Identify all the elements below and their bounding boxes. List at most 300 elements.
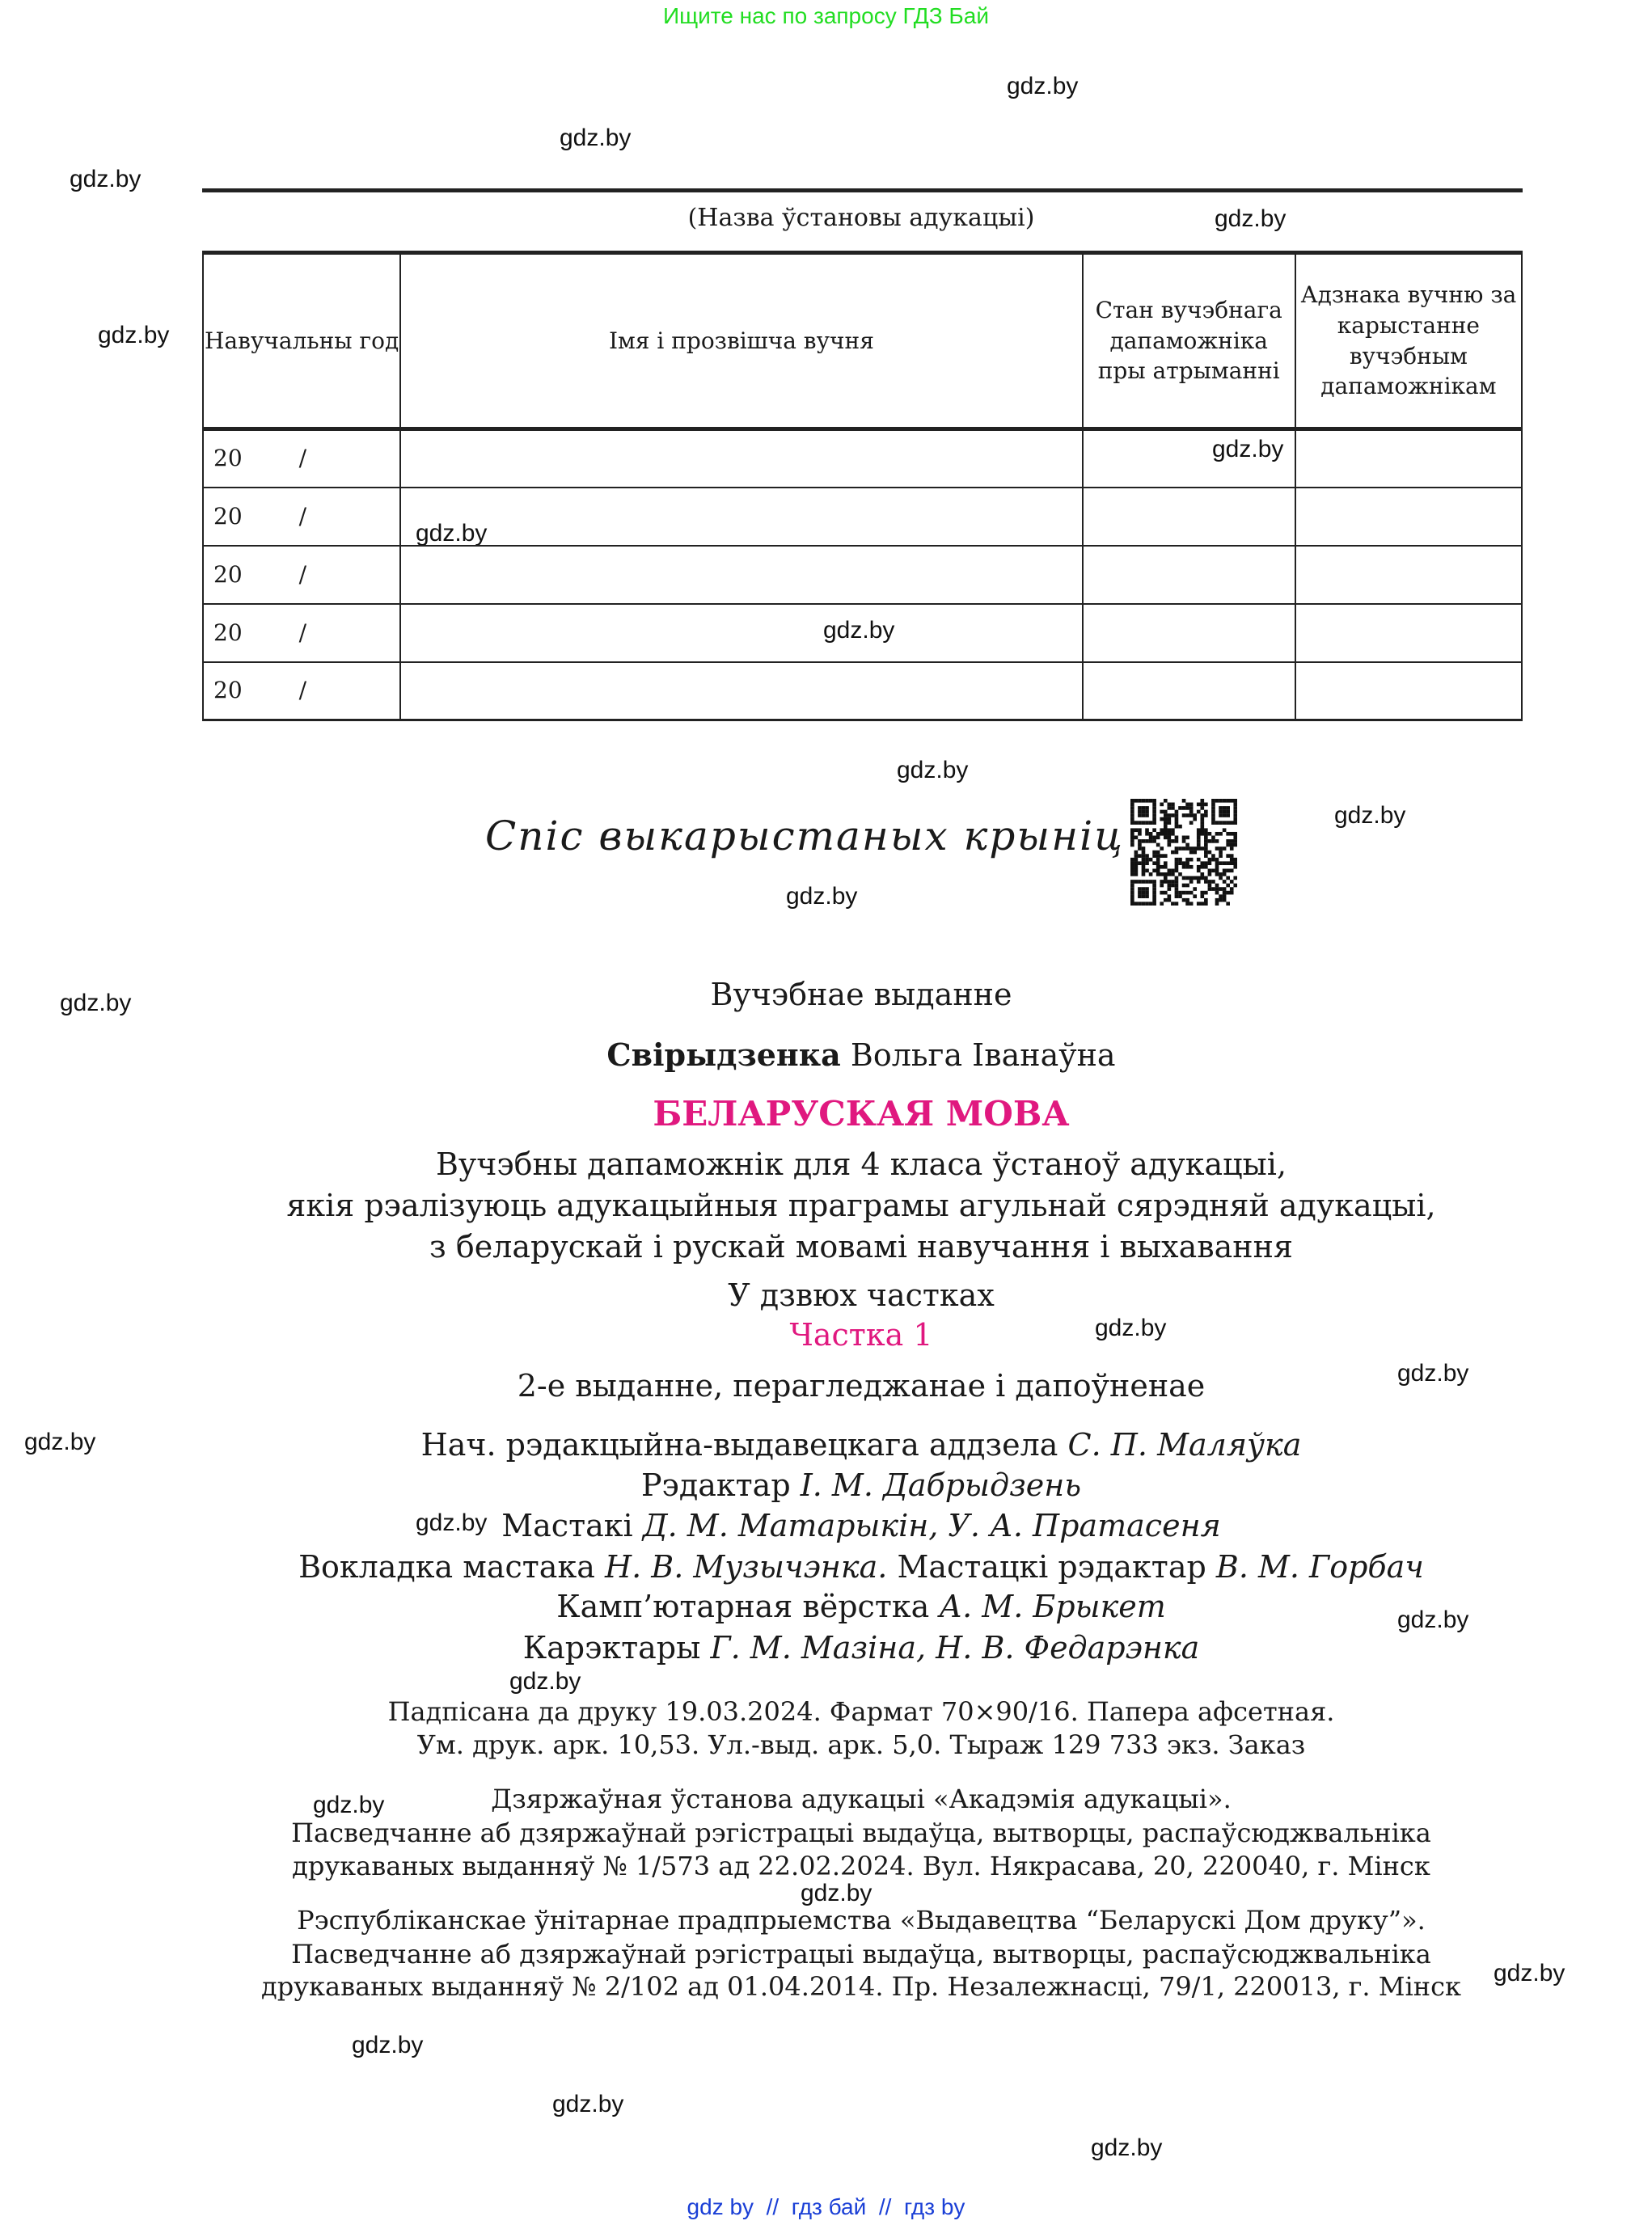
qr-module [1156, 865, 1160, 869]
qr-module [1152, 894, 1156, 898]
qr-module [1233, 817, 1237, 821]
credit-line [0, 1467, 1652, 1503]
qr-module [1138, 861, 1142, 865]
credit-names: Д. М. Матарыкін, У. А. Пратасеня [642, 1508, 1221, 1543]
qr-module [1152, 810, 1156, 814]
qr-module [1171, 806, 1175, 810]
qr-module [1149, 799, 1153, 803]
qr-module [1145, 839, 1149, 843]
qr-module [1171, 868, 1175, 872]
qr-module [1152, 799, 1156, 803]
qr-module [1211, 810, 1215, 814]
qr-module [1208, 858, 1212, 862]
qr-module [1160, 817, 1164, 821]
qr-module [1160, 832, 1164, 836]
qr-module [1215, 799, 1219, 803]
qr-module [1185, 843, 1189, 847]
qr-module [1233, 884, 1237, 888]
name-cell [400, 488, 1082, 546]
qr-module [1164, 813, 1168, 817]
year-cell [203, 488, 400, 546]
qr-module [1164, 854, 1168, 858]
year-slash: / [298, 502, 307, 530]
qr-module [1142, 891, 1146, 895]
qr-module [1152, 898, 1156, 902]
qr-module [1142, 887, 1146, 891]
qr-module [1142, 858, 1146, 862]
qr-module [1156, 868, 1160, 872]
qr-module [1130, 806, 1134, 810]
footer-link-gdz-by[interactable]: gdz by [687, 2194, 754, 2219]
qr-module [1156, 843, 1160, 847]
qr-module [1134, 828, 1139, 832]
name-cell [400, 546, 1082, 604]
qr-module [1230, 858, 1234, 862]
qr-module [1171, 880, 1175, 884]
qr-module [1138, 839, 1142, 843]
qr-module [1149, 880, 1153, 884]
credit-role: Нач. рэдакцыйна-выдавецкага аддзела [420, 1427, 1058, 1463]
qr-module [1211, 854, 1215, 858]
credit-names: Н. В. Музычэнка. [604, 1549, 888, 1585]
qr-module [1215, 832, 1219, 836]
qr-module [1223, 887, 1227, 891]
table-header-row [203, 253, 1522, 429]
qr-module [1164, 828, 1168, 832]
qr-module [1182, 891, 1186, 895]
qr-module [1223, 861, 1227, 865]
qr-module [1215, 872, 1219, 876]
qr-module [1175, 851, 1179, 855]
qr-module [1189, 876, 1194, 880]
qr-module [1200, 803, 1204, 807]
table-row [203, 488, 1522, 546]
watermark: gdz.by [1095, 1315, 1167, 1341]
qr-module [1168, 803, 1172, 807]
qr-module [1226, 839, 1230, 843]
qr-module [1185, 847, 1189, 851]
qr-module [1219, 872, 1223, 876]
qr-module [1204, 861, 1208, 865]
qr-module [1230, 880, 1234, 884]
qr-module [1134, 836, 1139, 840]
printer-line: Рэспубліканскае ўнітарнае прадпрыемства «Выдавецтва “Беларускі Дом друку”». [297, 1905, 1426, 1936]
qr-module [1138, 887, 1142, 891]
table-row [203, 546, 1522, 604]
qr-module [1134, 851, 1139, 855]
watermark: gdz.by [416, 520, 488, 547]
printer-line: Пасведчанне аб дзяржаўнай рэгістрацыі выдаўца, вытворцы, распаўсюджвальніка [291, 1939, 1431, 1970]
qr-module [1164, 799, 1168, 803]
watermark: gdz.by [801, 1880, 872, 1906]
qr-module [1185, 901, 1189, 906]
qr-module [1152, 887, 1156, 891]
qr-module [1168, 828, 1172, 832]
qr-module [1215, 884, 1219, 888]
qr-module [1145, 887, 1149, 891]
qr-module [1204, 876, 1208, 880]
qr-module [1230, 847, 1234, 851]
qr-module [1130, 872, 1134, 876]
qr-module [1197, 876, 1201, 880]
qr-module [1223, 847, 1227, 851]
qr-module [1211, 858, 1215, 862]
qr-module [1230, 861, 1234, 865]
qr-module [1145, 821, 1149, 825]
qr-module [1130, 803, 1134, 807]
footer-link-gdz-bai[interactable]: гдз бай [791, 2194, 867, 2219]
qr-module [1223, 872, 1227, 876]
qr-module [1197, 836, 1201, 840]
name-cell [400, 604, 1082, 662]
credit-role: Вокладка мастака [298, 1549, 595, 1585]
qr-module [1226, 876, 1230, 880]
qr-module [1164, 836, 1168, 840]
qr-module [1164, 876, 1168, 880]
qr-module [1152, 884, 1156, 888]
qr-module [1226, 810, 1230, 814]
qr-module [1171, 803, 1175, 807]
qr-module [1164, 891, 1168, 895]
qr-module [1149, 858, 1153, 862]
qr-module [1145, 832, 1149, 836]
qr-module [1182, 799, 1186, 803]
qr-module [1130, 898, 1134, 902]
qr-module [1175, 847, 1179, 851]
qr-module [1130, 858, 1134, 862]
credit-line [0, 1427, 1652, 1463]
qr-module [1233, 843, 1237, 847]
qr-module [1178, 858, 1182, 862]
qr-module [1223, 898, 1227, 902]
publisher-line: Дзяржаўная ўстанова адукацыі «Акадэмія адукацыі». [491, 1784, 1232, 1814]
qr-module [1175, 858, 1179, 862]
qr-module [1145, 894, 1149, 898]
qr-module [1189, 851, 1194, 855]
qr-module [1204, 891, 1208, 895]
qr-module [1230, 799, 1234, 803]
qr-module [1211, 880, 1215, 884]
qr-module [1142, 851, 1146, 855]
qr-module [1182, 876, 1186, 880]
qr-module [1160, 901, 1164, 906]
qr-module [1197, 843, 1201, 847]
qr-module [1145, 813, 1149, 817]
footer-link-gdz-by-cyr[interactable]: гдз by [903, 2194, 965, 2219]
qr-module [1219, 861, 1223, 865]
year-cell [203, 429, 400, 488]
qr-module [1204, 865, 1208, 869]
qr-code-icon[interactable] [1130, 799, 1237, 906]
qr-module [1134, 880, 1139, 884]
qr-module [1138, 806, 1142, 810]
qr-module [1204, 810, 1208, 814]
qr-module [1138, 810, 1142, 814]
qr-module [1233, 799, 1237, 803]
subtitle-line: якія рэалізуюць адукацыйныя праграмы агульнай сярэдняй адукацыі, [286, 1188, 1436, 1223]
year-cell [203, 604, 400, 662]
credit-line [0, 1589, 1652, 1624]
qr-module [1200, 865, 1204, 869]
qr-module [1219, 799, 1223, 803]
publisher-line: Пасведчанне аб дзяржаўнай рэгістрацыі выдаўца, вытворцы, распаўсюджвальніка [291, 1818, 1431, 1848]
qr-module [1233, 858, 1237, 862]
qr-module [1189, 806, 1194, 810]
qr-module [1130, 865, 1134, 869]
qr-module [1145, 901, 1149, 906]
qr-module [1226, 821, 1230, 825]
qr-module [1152, 821, 1156, 825]
qr-module [1130, 836, 1134, 840]
qr-module [1185, 813, 1189, 817]
grade-cell [1295, 429, 1522, 488]
qr-module [1160, 810, 1164, 814]
qr-module [1152, 868, 1156, 872]
qr-module [1185, 836, 1189, 840]
qr-module [1208, 861, 1212, 865]
qr-module [1223, 828, 1227, 832]
qr-module [1138, 828, 1142, 832]
qr-module [1156, 832, 1160, 836]
credit-names: Г. М. Мазіна, Н. В. Федарэнка [710, 1630, 1200, 1666]
qr-module [1189, 880, 1194, 884]
watermark: gdz.by [416, 1509, 488, 1536]
qr-module [1197, 858, 1201, 862]
qr-module [1152, 836, 1156, 840]
qr-module [1226, 843, 1230, 847]
qr-module [1233, 803, 1237, 807]
qr-module [1145, 868, 1149, 872]
qr-module [1168, 806, 1172, 810]
qr-module [1200, 828, 1204, 832]
qr-module [1138, 847, 1142, 851]
qr-module [1175, 839, 1179, 843]
qr-module [1200, 872, 1204, 876]
qr-module [1142, 810, 1146, 814]
qr-module [1168, 832, 1172, 836]
name-cell [400, 662, 1082, 720]
qr-module [1208, 832, 1212, 836]
qr-module [1204, 828, 1208, 832]
qr-module [1230, 821, 1234, 825]
qr-module [1182, 806, 1186, 810]
grade-cell [1295, 662, 1522, 720]
qr-module [1175, 865, 1179, 869]
qr-module [1152, 813, 1156, 817]
qr-module [1149, 901, 1153, 906]
credit-line [0, 1549, 1652, 1585]
qr-module [1230, 854, 1234, 858]
qr-module [1185, 858, 1189, 862]
qr-module [1219, 832, 1223, 836]
qr-module [1208, 884, 1212, 888]
qr-module [1182, 865, 1186, 869]
qr-module [1142, 847, 1146, 851]
qr-module [1164, 817, 1168, 821]
qr-module [1223, 821, 1227, 825]
qr-module [1226, 861, 1230, 865]
textbook-usage-table [202, 251, 1523, 721]
condition-cell [1083, 604, 1295, 662]
qr-module [1168, 880, 1172, 884]
condition-cell [1083, 429, 1295, 488]
qr-module [1171, 851, 1175, 855]
qr-module [1142, 806, 1146, 810]
watermark: gdz.by [70, 166, 142, 192]
qr-module [1145, 810, 1149, 814]
qr-module [1156, 858, 1160, 862]
author-surname: Свірыдзенка [606, 1037, 841, 1073]
qr-module [1182, 847, 1186, 851]
qr-module [1185, 891, 1189, 895]
year-prefix: 20 [213, 445, 243, 472]
qr-module [1130, 821, 1134, 825]
qr-module [1193, 851, 1197, 855]
year-prefix: 20 [213, 619, 243, 646]
qr-module [1134, 872, 1139, 876]
qr-module [1189, 865, 1194, 869]
qr-module [1223, 799, 1227, 803]
sources-title: Спіс выкарыстаных крыніц [485, 813, 1124, 859]
qr-module [1130, 891, 1134, 895]
year-slash: / [298, 445, 307, 472]
qr-module [1226, 854, 1230, 858]
credit-names: С. П. Маляўка [1067, 1427, 1302, 1463]
qr-module [1152, 880, 1156, 884]
qr-module [1152, 817, 1156, 821]
year-cell [203, 546, 400, 604]
credit-role: Камп’ютарная вёрстка [556, 1589, 930, 1624]
qr-module [1185, 876, 1189, 880]
qr-module [1130, 839, 1134, 843]
watermark: gdz.by [509, 1668, 581, 1695]
watermark: gdz.by [1397, 1360, 1469, 1387]
qr-module [1185, 861, 1189, 865]
qr-module [1211, 836, 1215, 840]
qr-module [1223, 894, 1227, 898]
qr-module [1134, 865, 1139, 869]
qr-module [1164, 880, 1168, 884]
edition-info: 2-е выданне, перагледжанае і дапоўненае [517, 1368, 1206, 1404]
qr-module [1138, 880, 1142, 884]
watermark: gdz.by [1007, 73, 1079, 99]
author-name: Вольга Іванаўна [850, 1037, 1116, 1073]
qr-module [1185, 865, 1189, 869]
qr-module [1182, 884, 1186, 888]
qr-module [1200, 799, 1204, 803]
year-cell [203, 662, 400, 720]
qr-module [1178, 894, 1182, 898]
condition-cell [1083, 488, 1295, 546]
qr-module [1215, 865, 1219, 869]
qr-module [1200, 832, 1204, 836]
qr-module [1164, 825, 1168, 829]
qr-module [1168, 821, 1172, 825]
qr-module [1182, 839, 1186, 843]
institution-caption: (Назва ўстановы адукацыі) [687, 204, 1035, 232]
qr-module [1142, 868, 1146, 872]
qr-module [1200, 901, 1204, 906]
qr-module [1182, 898, 1186, 902]
qr-module [1185, 803, 1189, 807]
qr-module [1226, 891, 1230, 895]
grade-cell [1295, 546, 1522, 604]
credit-line [0, 1630, 1652, 1666]
qr-module [1168, 894, 1172, 898]
qr-module [1168, 884, 1172, 888]
qr-module [1175, 817, 1179, 821]
qr-module [1138, 799, 1142, 803]
qr-module [1215, 839, 1219, 843]
qr-module [1197, 832, 1201, 836]
qr-module [1152, 828, 1156, 832]
qr-module [1208, 887, 1212, 891]
qr-module [1215, 861, 1219, 865]
qr-module [1182, 861, 1186, 865]
qr-module [1197, 839, 1201, 843]
qr-module [1230, 839, 1234, 843]
year-slash: / [298, 619, 307, 646]
qr-module [1178, 847, 1182, 851]
qr-module [1197, 868, 1201, 872]
watermark: gdz.by [1334, 802, 1406, 829]
qr-module [1130, 901, 1134, 906]
qr-module [1197, 901, 1201, 906]
qr-module [1160, 854, 1164, 858]
qr-module [1175, 868, 1179, 872]
qr-module [1145, 861, 1149, 865]
qr-module [1175, 876, 1179, 880]
year-prefix: 20 [213, 677, 243, 704]
qr-module [1130, 843, 1134, 847]
qr-module [1197, 828, 1201, 832]
qr-module [1200, 876, 1204, 880]
watermark: gdz.by [823, 617, 895, 644]
qr-module [1178, 872, 1182, 876]
qr-module [1189, 821, 1194, 825]
footer-separator: // [766, 2194, 780, 2219]
qr-module [1175, 887, 1179, 891]
qr-module [1175, 861, 1179, 865]
qr-module [1149, 832, 1153, 836]
qr-module [1211, 813, 1215, 817]
credit-names: В. М. Горбач [1215, 1549, 1424, 1585]
qr-module [1215, 898, 1219, 902]
book-title: БЕЛАРУСКАЯ МОВА [653, 1094, 1070, 1134]
qr-module [1142, 894, 1146, 898]
qr-module [1160, 803, 1164, 807]
qr-module [1215, 887, 1219, 891]
qr-module [1230, 843, 1234, 847]
qr-module [1168, 887, 1172, 891]
qr-module [1219, 894, 1223, 898]
qr-module [1175, 891, 1179, 895]
watermark: gdz.by [352, 2032, 424, 2058]
qr-module [1219, 876, 1223, 880]
qr-module [1215, 847, 1219, 851]
subtitle-line: з беларускай і рускай мовамі навучання і выхавання [429, 1229, 1293, 1264]
watermark: gdz.by [552, 2091, 624, 2117]
qr-module [1219, 847, 1223, 851]
qr-module [1138, 832, 1142, 836]
watermark: gdz.by [24, 1429, 96, 1455]
qr-module [1219, 813, 1223, 817]
qr-module [1211, 887, 1215, 891]
qr-module [1168, 813, 1172, 817]
qr-module [1200, 806, 1204, 810]
qr-module [1160, 891, 1164, 895]
qr-module [1219, 806, 1223, 810]
